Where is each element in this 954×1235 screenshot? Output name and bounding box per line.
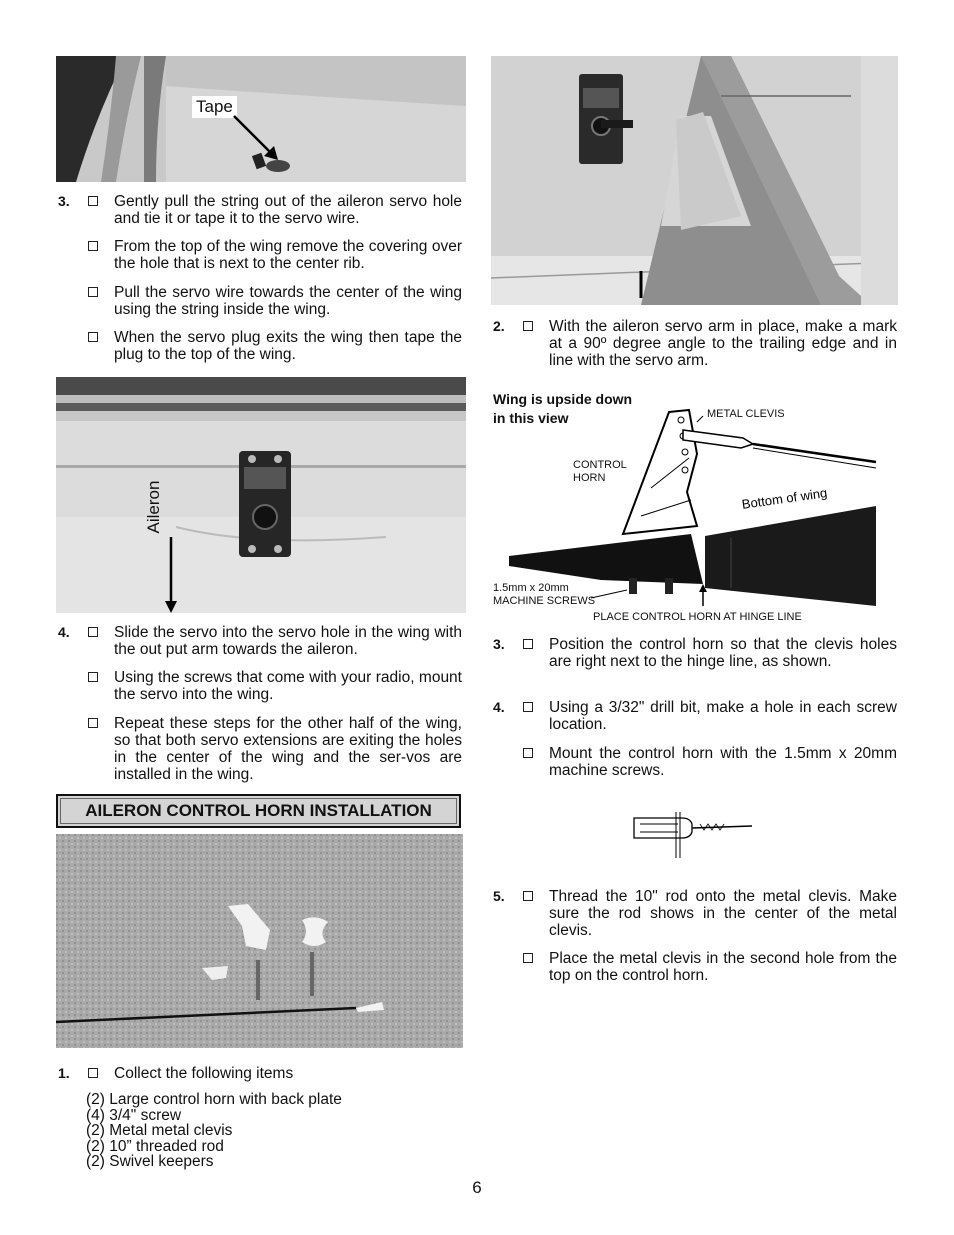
step-text: Repeat these steps for the other half of the wing, so that both servo extensions are exiting the holes in the center of the wing and the ser-vos are installed in the wing.	[114, 715, 462, 783]
left-step-3	[58, 193, 462, 373]
step-text: With the aileron servo arm in place, make a mark at a 90º degree angle to the trailing edge and in line with the servo arm.	[549, 318, 897, 369]
photo-servo-triangle-image	[491, 56, 898, 305]
checkbox-icon[interactable]	[523, 321, 533, 331]
tape-label: Tape	[192, 96, 237, 118]
bottom-of-wing-label: Bottom of wing	[740, 485, 829, 512]
right-step-5	[493, 888, 897, 988]
left-step-4	[58, 624, 462, 789]
step-number: 3.	[493, 636, 505, 652]
step-text: Gently pull the string out of the aileron servo hole and tie it or tape it to the servo wire.	[114, 193, 462, 227]
photo-servo-triangle	[491, 56, 898, 305]
aileron-label: Aileron	[144, 480, 163, 534]
checkbox-icon[interactable]	[523, 953, 533, 963]
list-item: (2) Large control horn with back plate	[86, 1091, 342, 1108]
step-text: From the top of the wing remove the covering over the hole that is next to the center rib.	[114, 238, 462, 272]
page-number: 6	[472, 1178, 482, 1197]
step-number: 1.	[58, 1065, 70, 1081]
checkbox-icon[interactable]	[88, 287, 98, 297]
right-step-4	[493, 699, 897, 783]
checkbox-icon[interactable]	[523, 702, 533, 712]
step-text: Place the metal clevis in the second hole from the top on the control horn.	[549, 950, 897, 984]
photo-parts-image	[56, 834, 463, 1048]
left-step-1	[58, 1065, 462, 1085]
step-text: Slide the servo into the servo hole in the wing with the out put arm towards the aileron.	[114, 624, 462, 658]
step-number: 4.	[58, 624, 70, 640]
control-horn-diagram	[491, 388, 898, 628]
list-item: (2) 10” threaded rod	[86, 1137, 224, 1155]
tape-arrow	[226, 114, 286, 164]
parts-list	[86, 1092, 342, 1170]
step-text: Pull the servo wire towards the center of the wing using the string inside the wing.	[114, 284, 462, 318]
photo-servo-wing	[56, 377, 466, 613]
step-number: 4.	[493, 699, 505, 715]
section-heading-text: AILERON CONTROL HORN INSTALLATION	[85, 801, 432, 820]
step-text: Thread the 10" rod onto the metal clevis. Make sure the rod shows in the center of the metal clevis.	[549, 888, 897, 939]
photo-servo-wing-image	[56, 377, 466, 613]
checkbox-icon[interactable]	[88, 672, 98, 682]
checkbox-icon[interactable]	[88, 196, 98, 206]
hinge-line-label: PLACE CONTROL HORN AT HINGE LINE	[593, 611, 802, 623]
photo-wing-tape	[56, 56, 466, 182]
checkbox-icon[interactable]	[523, 748, 533, 758]
checkbox-icon[interactable]	[523, 891, 533, 901]
step-number: 5.	[493, 888, 505, 904]
checkbox-icon[interactable]	[88, 1068, 98, 1078]
right-step-2	[493, 318, 897, 374]
clevis-sketch	[630, 808, 756, 862]
step-text: Position the control horn so that the clevis holes are right next to the hinge line, as shown.	[549, 636, 897, 670]
metal-clevis-label: METAL CLEVIS	[707, 408, 785, 420]
step-number: 2.	[493, 318, 505, 334]
checkbox-icon[interactable]	[88, 332, 98, 342]
step-text: Collect the following items	[114, 1065, 294, 1082]
section-heading	[56, 794, 461, 828]
list-item: (2) Swivel keepers	[86, 1153, 214, 1171]
step-text: Mount the control horn with the 1.5mm x 20mm machine screws.	[549, 745, 897, 779]
checkbox-icon[interactable]	[88, 627, 98, 637]
checkbox-icon[interactable]	[523, 639, 533, 649]
step-text: Using a 3/32" drill bit, make a hole in each screw location.	[549, 699, 897, 733]
photo-parts	[56, 834, 463, 1048]
right-step-3	[493, 636, 897, 692]
list-item: (4) 3/4" screw	[86, 1106, 182, 1124]
step-text: When the servo plug exits the wing then tape the plug to the top of the wing.	[114, 329, 462, 363]
screws-label: 1.5mm x 20mm MACHINE SCREWS	[493, 582, 596, 607]
list-item: (2) Metal metal clevis	[86, 1122, 233, 1140]
step-text: Using the screws that come with your radio, mount the servo into the wing.	[114, 669, 462, 703]
step-number: 3.	[58, 193, 70, 209]
diagram-note: Wing is upside down in this view	[493, 391, 633, 426]
checkbox-icon[interactable]	[88, 241, 98, 251]
control-horn-label: CONTROL HORN	[573, 459, 627, 484]
checkbox-icon[interactable]	[88, 718, 98, 728]
